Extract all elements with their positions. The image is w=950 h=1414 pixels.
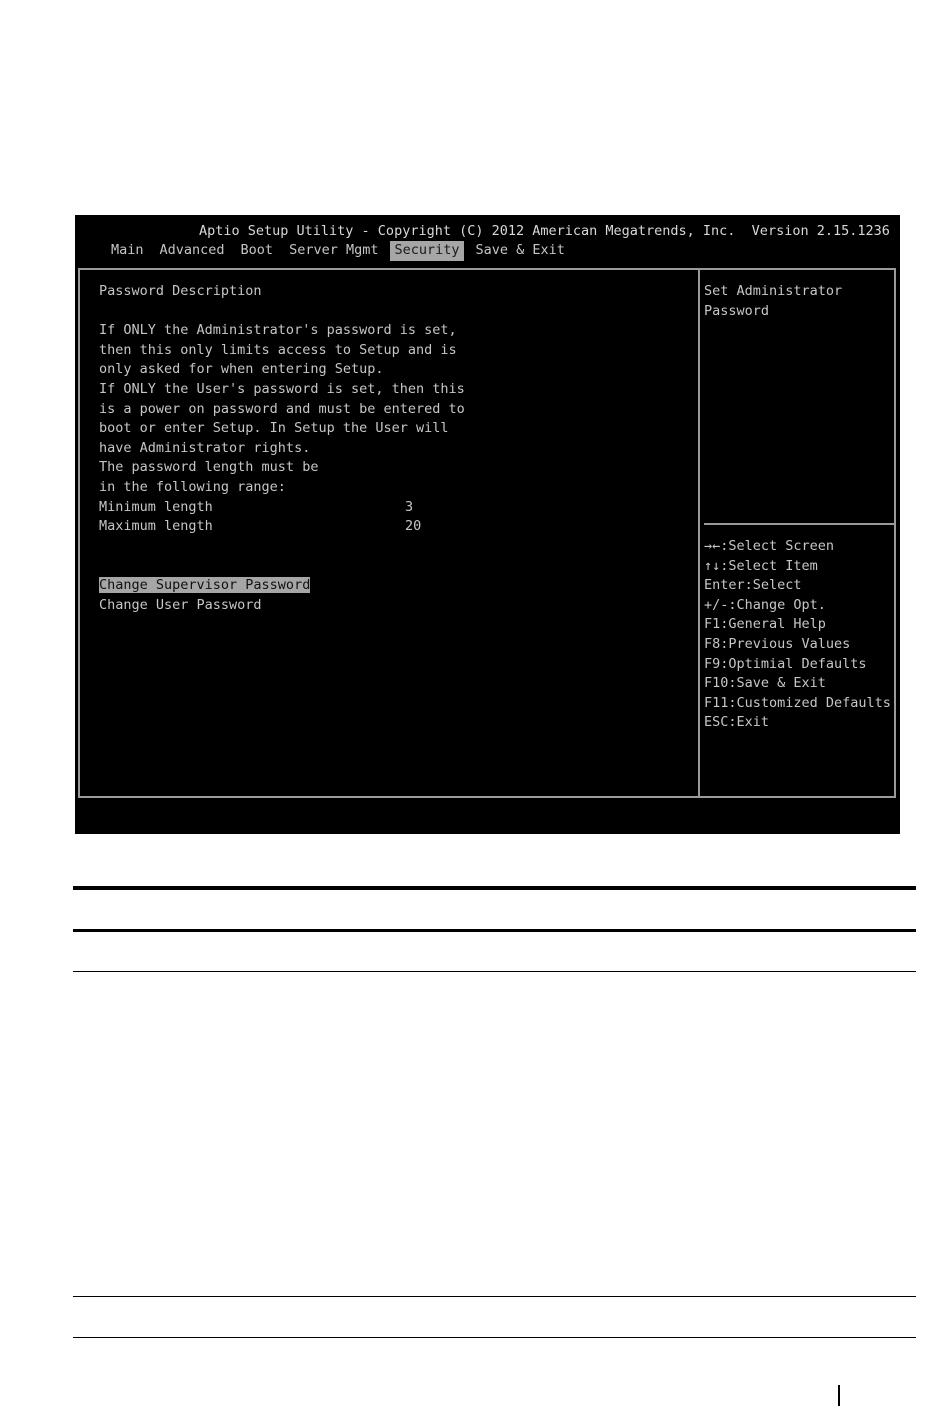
up-down-arrows-icon: ↑↓ <box>704 557 721 574</box>
menu-server-mgmt[interactable]: Server Mgmt <box>289 242 379 258</box>
description-line: The password length must be <box>99 459 319 476</box>
bios-title: Aptio Setup Utility - Copyright (C) 2012 American Megatrends, Inc. Version 2.15.1236 <box>199 223 890 239</box>
change-user-password-option[interactable]: Change User Password <box>99 596 262 613</box>
menu-advanced[interactable]: Advanced <box>159 242 225 258</box>
settings-pane <box>99 282 689 615</box>
menu-main[interactable]: Main <box>111 242 144 258</box>
key-select-item: ↑↓:Select Item <box>704 557 896 577</box>
help-text-line: Password <box>704 302 770 319</box>
page-marker <box>838 1385 840 1406</box>
table-header-rule <box>73 929 916 932</box>
description-line: If ONLY the User's password is set, then this <box>99 380 465 397</box>
key-enter-select: Enter:Select <box>704 577 802 594</box>
table-bottom-rule <box>73 1337 916 1338</box>
key-legend <box>704 537 896 733</box>
password-description-heading: Password Description <box>99 283 262 299</box>
pane-divider <box>698 270 700 796</box>
description-line: then this only limits access to Setup and is <box>99 341 457 358</box>
description-line: is a power on password and must be entered to <box>99 400 465 417</box>
description-line: boot or enter Setup. In Setup the User will <box>99 420 449 437</box>
key-customized-defaults: F11:Customized Defaults <box>704 694 891 711</box>
minimum-length-row <box>99 498 689 518</box>
table-row-rule <box>73 971 916 972</box>
help-divider <box>704 523 894 525</box>
maximum-length-row <box>99 517 689 537</box>
help-text-line: Set Administrator <box>704 283 843 299</box>
key-esc-exit: ESC:Exit <box>704 714 770 731</box>
key-save-exit: F10:Save & Exit <box>704 675 826 692</box>
minimum-length-value: 3 <box>405 498 414 515</box>
key-select-screen: →←:Select Screen <box>704 537 896 557</box>
bios-setup-screen <box>75 215 900 834</box>
table-top-rule <box>73 886 916 890</box>
key-general-help: F1:General Help <box>704 616 826 633</box>
key-previous-values: F8:Previous Values <box>704 635 851 652</box>
description-line: only asked for when entering Setup. <box>99 361 384 378</box>
bios-menu-bar <box>107 241 577 261</box>
left-right-arrows-icon: →← <box>704 538 721 554</box>
description-line: If ONLY the Administrator's password is set, <box>99 322 457 339</box>
key-optimal-defaults: F9:Optimial Defaults <box>704 655 867 672</box>
help-pane <box>704 282 894 321</box>
description-line: have Administrator rights. <box>99 439 311 456</box>
table-row-rule <box>73 1296 916 1297</box>
key-change-opt: +/-:Change Opt. <box>704 596 826 613</box>
maximum-length-label: Maximum length <box>99 518 213 535</box>
maximum-length-value: 20 <box>405 518 422 535</box>
bios-content-frame <box>78 268 896 798</box>
menu-boot[interactable]: Boot <box>240 242 274 258</box>
description-line: in the following range: <box>99 478 286 495</box>
menu-security[interactable]: Security <box>390 241 463 261</box>
minimum-length-label: Minimum length <box>99 498 213 515</box>
menu-save-exit[interactable]: Save & Exit <box>475 242 565 258</box>
change-supervisor-password-option[interactable]: Change Supervisor Password <box>99 576 311 593</box>
